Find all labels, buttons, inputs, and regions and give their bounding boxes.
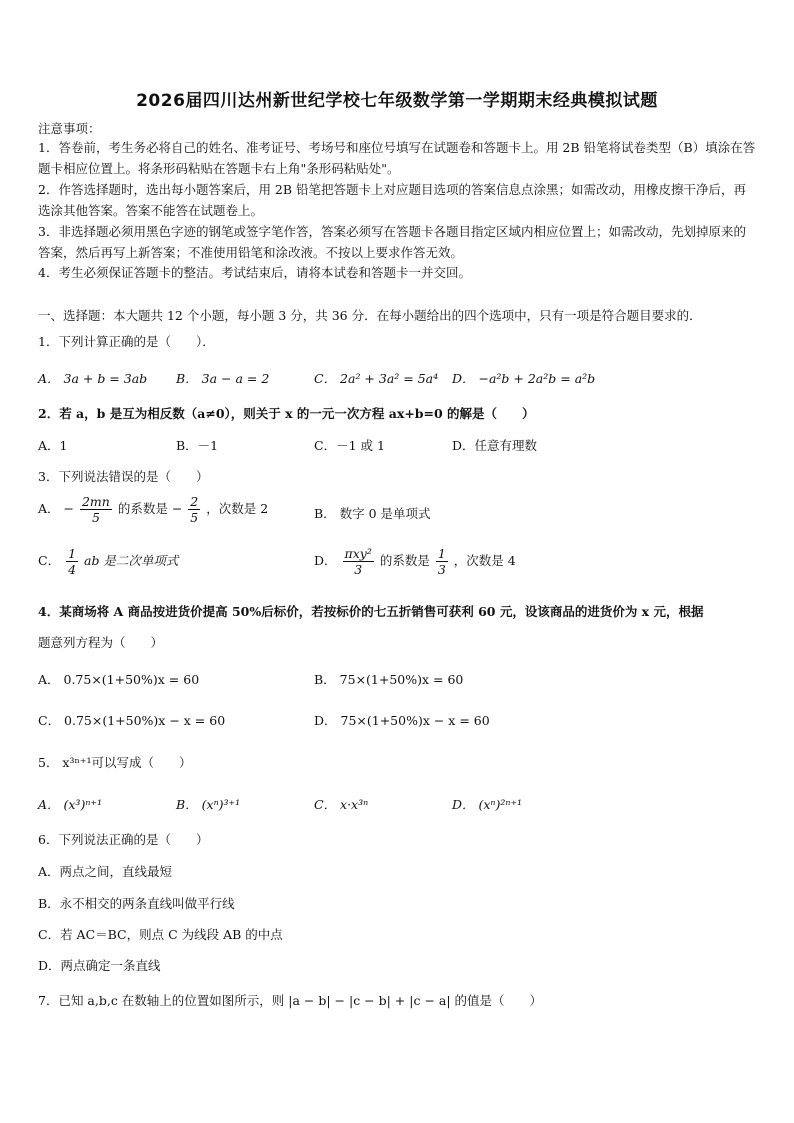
- fraction: $\frac{1}{4}$: [68, 546, 77, 577]
- notice-item-2: 2．作答选择题时，选出每小题答案后，用 2B 铅笔把答题卡上对应题目选项的答案信息点涂黑；如需改动，用橡皮擦干净后，再选涂其他答案。答案不能答在试题卷上。: [38, 182, 747, 218]
- question-3-stem: 3．下列说法错误的是（ ）: [38, 469, 209, 484]
- question-1-option-b: B． 3a − a = 2: [176, 371, 270, 386]
- page-title: 2026届四川达州新世纪学校七年级数学第一学期期末经典模拟试题: [136, 91, 658, 111]
- question-5-option-b: B． (xⁿ)³⁺¹: [176, 797, 241, 812]
- question-1-stem: 1．下列计算正确的是（ ）．: [38, 334, 215, 349]
- question-2-option-b: B．－1: [176, 438, 219, 453]
- fraction: $\frac{\text{πxy²}}{3}$: [344, 546, 372, 577]
- notice-item-4: 4．考生必须保证答题卡的整洁。考试结束后，请将本试卷和答题卡一并交回。: [38, 265, 471, 280]
- notice-heading: 注意事项：: [38, 121, 101, 136]
- question-1-option-a: A． 3a + b = 3ab: [38, 371, 148, 386]
- question-5-option-c: C． x·x³ⁿ: [314, 797, 369, 812]
- question-2-option-d: D．任意有理数: [452, 438, 538, 453]
- question-4-option-a: A． 0.75×(1+50%)x = 60: [38, 672, 200, 687]
- question-4-option-c: C． 0.75×(1+50%)x − x = 60: [38, 713, 226, 728]
- question-7-stem: 7．已知 a,b,c 在数轴上的位置如图所示，则 |a − b| − |c − b| + |c − a| 的值是（ ）: [38, 993, 543, 1008]
- question-6-stem: 6．下列说法正确的是（ ）: [38, 832, 209, 847]
- question-3-option-a-label: A．: [38, 501, 60, 516]
- question-5-option-d: D． (xⁿ)²ⁿ⁺¹: [452, 797, 523, 812]
- question-3-option-d: D． $\frac{\text{πxy²}}{3}$ 的系数是 $\frac{1}{3}$ ，次数是 4: [314, 546, 516, 577]
- question-4-stem-line-1: 4．某商场将 A 商品按进货价提高 50%后标价，若按标价的七五折销售可获利 60 元，设该商品的进货价为 x 元，根据: [38, 604, 704, 619]
- question-1-option-c: C． 2a² + 3a² = 5a⁴: [314, 371, 439, 386]
- question-6-option-b: B．永不相交的两条直线叫做平行线: [38, 896, 235, 911]
- question-2-option-a: A．1: [38, 438, 68, 453]
- question-2-stem: 2．若 a，b 是互为相反数（a≠0），则关于 x 的一元一次方程 ax+b=0 的解是（ ）: [38, 406, 535, 421]
- question-6-option-c: C．若 AC＝BC，则点 C 为线段 AB 的中点: [38, 927, 283, 942]
- section-heading: 一、选择题：本大题共 12 个小题，每小题 3 分，共 36 分．在每小题给出的四个选项中，只有一项是符合题目要求的．: [38, 308, 702, 323]
- question-3-option-b: B． 数字 0 是单项式: [314, 506, 431, 521]
- question-4-option-b: B． 75×(1+50%)x = 60: [314, 672, 464, 687]
- notice-item-3: 3．非选择题必须用黑色字迹的钢笔或签字笔作答，答案必须写在答题卡各题目指定区域内相应位置上；如需改动，先划掉原来的答案，然后再写上新答案；不准使用铅笔和涂改液。不按以上要求作答无效。: [38, 224, 746, 260]
- fraction: $\frac{2}{5}$: [190, 494, 199, 525]
- notice-item-1: 1．答卷前，考生务必将自己的姓名、准考证号、考场号和座位号填写在试题卷和答题卡上。用 2B 铅笔将试卷类型（B）填涂在答题卡相应位置上。将条形码粘贴在答题卡右上角"条形码粘贴处"。: [38, 140, 756, 176]
- question-5-option-a: A． (x³)ⁿ⁺¹: [38, 797, 102, 812]
- fraction: $\frac{2mn}{5}$: [81, 494, 110, 525]
- question-5-stem: 5． x³ⁿ⁺¹可以写成（ ）: [38, 755, 192, 770]
- question-4-option-d: D． 75×(1+50%)x − x = 60: [314, 713, 490, 728]
- question-1-option-d: D． −a²b + 2a²b = a²b: [452, 371, 596, 386]
- fraction: $\frac{1}{3}$: [437, 546, 446, 577]
- question-6-option-a: A．两点之间，直线最短: [38, 864, 173, 879]
- question-3-option-a: A． − $\frac{2mn}{5}$ 的系数是 − $\frac{2}{5}$ ，次数是 2: [38, 494, 269, 525]
- question-4-stem-line-2: 题意列方程为（ ）: [38, 635, 164, 650]
- question-6-option-d: D．两点确定一条直线: [38, 958, 161, 973]
- question-3-option-c: C． $\frac{1}{4}$ ab 是二次单项式: [38, 546, 179, 577]
- question-2-option-c: C．－1 或 1: [314, 438, 385, 453]
